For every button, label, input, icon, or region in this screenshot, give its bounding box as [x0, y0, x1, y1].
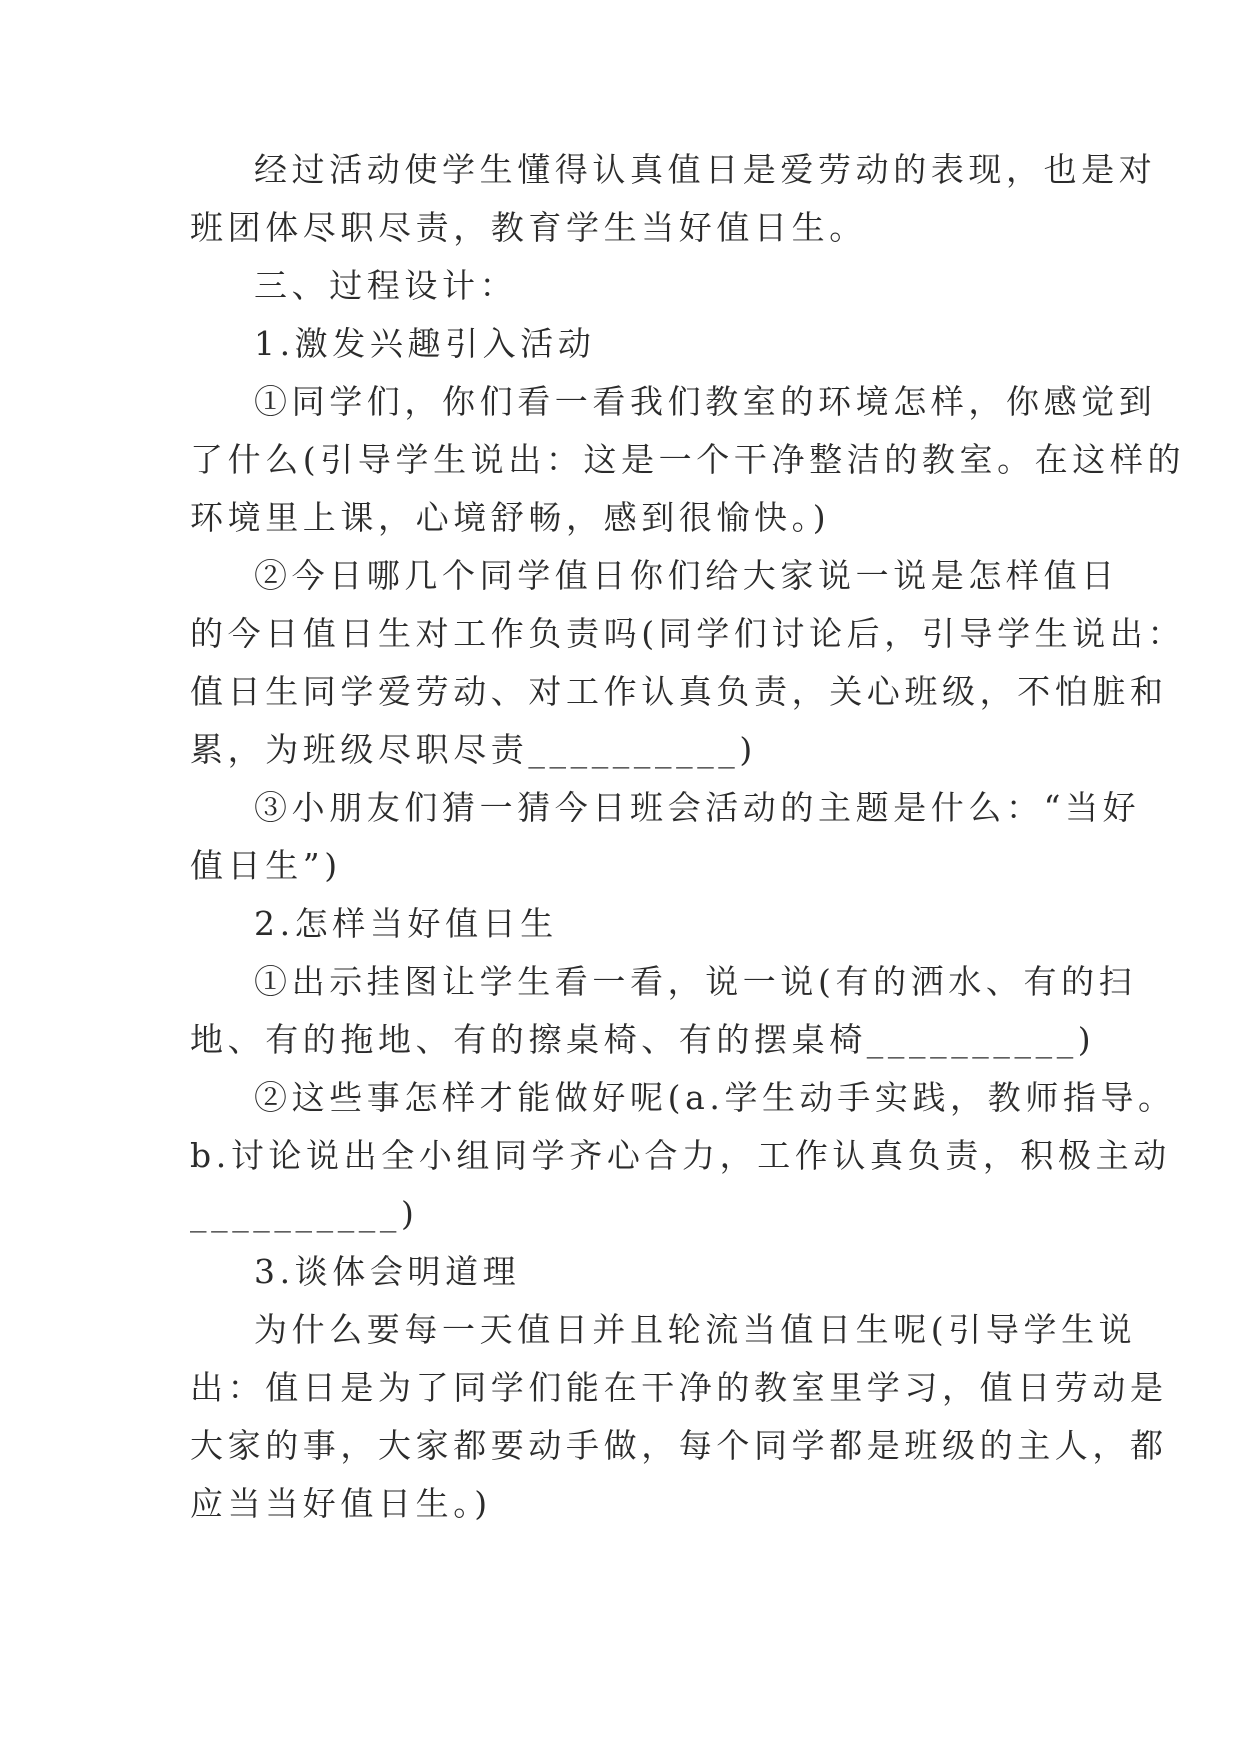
paragraph-line: 值日生”)	[190, 846, 342, 885]
paragraph-line: 出：值日是为了同学们能在干净的教室里学习，值日劳动是	[190, 1368, 1168, 1407]
paragraph-line: 值日生同学爱劳动、对工作认真负责，关心班级，不怕脏和	[190, 672, 1168, 711]
paragraph-line: __________)	[190, 1194, 419, 1233]
section-heading: 三、过程设计：	[254, 266, 518, 305]
paragraph-line: ②这些事怎样才能做好呢(a.学生动手实践，教师指导。	[254, 1078, 1176, 1117]
paragraph-line: 大家的事，大家都要动手做，每个同学都是班级的主人，都	[190, 1426, 1168, 1465]
subsection-heading: 3.谈体会明道理	[254, 1252, 521, 1291]
paragraph-line: 地、有的拖地、有的擦桌椅、有的摆桌椅__________)	[190, 1020, 1096, 1059]
subsection-heading: 1.激发兴趣引入活动	[254, 324, 596, 363]
paragraph-line: 的今日值日生对工作负责吗(同学们讨论后，引导学生说出：	[190, 614, 1186, 653]
paragraph-line: 经过活动使学生懂得认真值日是爱劳动的表现，也是对	[254, 150, 1157, 189]
paragraph-line: 了什么(引导学生说出：这是一个干净整洁的教室。在这样的	[190, 440, 1186, 479]
paragraph-line: ①出示挂图让学生看一看，说一说(有的洒水、有的扫	[254, 962, 1137, 1001]
paragraph-line: ③小朋友们猜一猜今日班会活动的主题是什么：“当好	[254, 788, 1141, 827]
paragraph-line: 累，为班级尽职尽责__________)	[190, 730, 757, 769]
paragraph-line: 应当当好值日生。)	[190, 1484, 492, 1523]
paragraph-line: 班团体尽职尽责，教育学生当好值日生。	[190, 208, 867, 247]
paragraph-line: 环境里上课，心境舒畅，感到很愉快。)	[190, 498, 831, 537]
paragraph-line: ②今日哪几个同学值日你们给大家说一说是怎样值日	[254, 556, 1119, 595]
paragraph-line: ①同学们，你们看一看我们教室的环境怎样，你感觉到	[254, 382, 1157, 421]
subsection-heading: 2.怎样当好值日生	[254, 904, 558, 943]
paragraph-line: 为什么要每一天值日并且轮流当值日生呢(引导学生说	[254, 1310, 1137, 1349]
paragraph-line: b.讨论说出全小组同学齐心合力，工作认真负责，积极主动	[190, 1136, 1171, 1175]
